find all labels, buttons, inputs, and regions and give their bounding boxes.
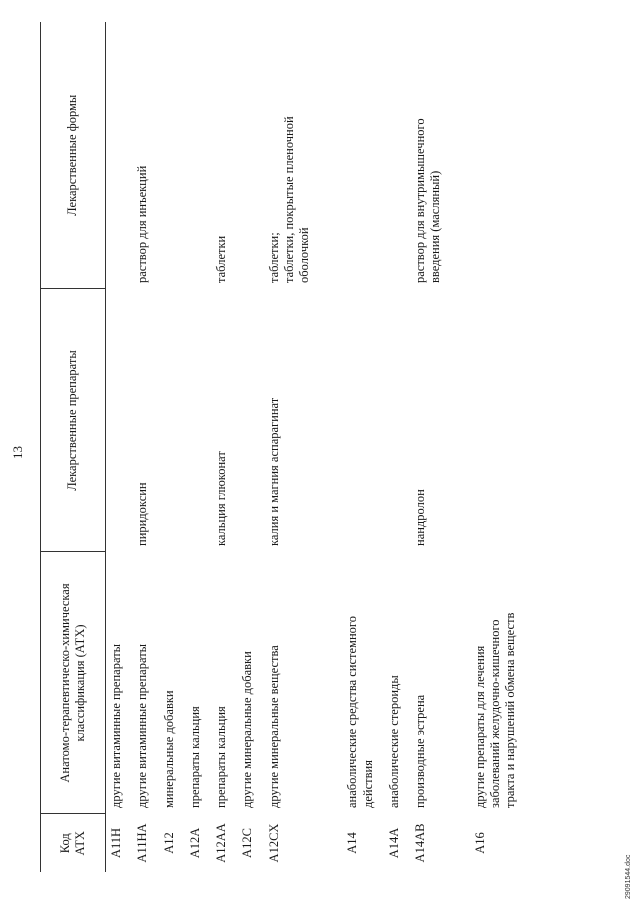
table-row [233, 22, 259, 872]
cell-line: другие витаминные препараты [135, 643, 150, 808]
cell-line: минеральные добавки [161, 690, 176, 808]
cell-line: кальция глюконат [214, 451, 228, 546]
cell-line: анаболические средства системного [345, 616, 360, 808]
header-code: Код АТХ [41, 814, 106, 872]
table-row [448, 22, 523, 872]
cell-line: препараты кальция [214, 706, 228, 808]
cell-code: A14AB [413, 823, 427, 863]
cell-drug [316, 289, 380, 552]
cell-code: A11H [109, 827, 123, 859]
cell-line: другие препараты для лечения [472, 645, 487, 808]
table-row [316, 22, 380, 872]
cell-code: A12AA [214, 823, 228, 863]
cell-drug [128, 289, 154, 552]
cell-forms [260, 22, 317, 289]
cell-code: A11HA [135, 823, 150, 863]
cell-forms [207, 22, 233, 289]
cell-code: A12C [240, 828, 255, 858]
cell-drug [155, 289, 181, 552]
table-row [260, 22, 317, 872]
cell-drug [448, 289, 523, 552]
cell-atc [406, 552, 448, 814]
cell-line: раствор для внутримышечного [413, 118, 427, 283]
cell-line: действия [360, 760, 375, 808]
cell-line: раствор для инъекций [135, 165, 150, 283]
cell-line: другие витаминные препараты [109, 643, 123, 808]
header-drugs: Лекарственные препараты [41, 289, 106, 552]
cell-line: производные эстрена [413, 694, 427, 808]
table-row [155, 22, 181, 872]
cell-atc [155, 552, 181, 814]
cell-drug [380, 289, 406, 552]
cell-line: таблетки [214, 235, 228, 283]
cell-line: нандролон [413, 489, 427, 546]
table-row [128, 22, 154, 872]
header-forms: Лекарственные формы [41, 22, 106, 289]
cell-line: введения (масляный) [428, 170, 443, 283]
atc-table [40, 22, 522, 872]
cell-forms [155, 22, 181, 289]
header-atc: Анатомо-терапевтическо-химическая классификация (АТХ) [41, 552, 106, 814]
cell-drug [207, 289, 233, 552]
cell-forms [233, 22, 259, 289]
cell-forms [181, 22, 207, 289]
cell-drug [233, 289, 259, 552]
cell-line: таблетки; [266, 232, 281, 283]
cell-line: таблетки, покрытые пленочной [281, 116, 296, 283]
cell-drug [181, 289, 207, 552]
cell-code: A12CX [266, 823, 281, 863]
page-number: 13 [10, 446, 25, 459]
cell-line: оболочкой [297, 227, 311, 283]
cell-atc [380, 552, 406, 814]
cell-drug [260, 289, 317, 552]
cell-forms [448, 22, 523, 289]
cell-line: препараты кальция [187, 706, 202, 808]
cell-atc [106, 552, 129, 814]
cell-forms [128, 22, 154, 289]
cell-atc [207, 552, 233, 814]
cell-forms [316, 22, 380, 289]
table-row [181, 22, 207, 872]
cell-atc [128, 552, 154, 814]
cell-code: A12 [161, 832, 176, 854]
cell-atc [233, 552, 259, 814]
cell-line: другие минеральные добавки [240, 651, 255, 808]
cell-forms [406, 22, 448, 289]
cell-line: другие минеральные вещества [266, 645, 281, 808]
cell-code: A14 [345, 832, 360, 854]
table-row [106, 22, 129, 872]
cell-drug [406, 289, 448, 552]
cell-forms [106, 22, 129, 289]
cell-forms [380, 22, 406, 289]
cell-atc [316, 552, 380, 814]
cell-atc [181, 552, 207, 814]
table-row [207, 22, 233, 872]
cell-drug [106, 289, 129, 552]
cell-code: A16 [472, 832, 487, 854]
cell-line: пиридоксин [135, 482, 150, 546]
table-header-row [41, 22, 106, 872]
cell-code: A14A [386, 827, 401, 859]
cell-line: анаболические стероиды [386, 675, 401, 808]
document-filename: 29091544.doc [625, 854, 632, 899]
table-row [406, 22, 448, 872]
cell-code: A12A [187, 827, 202, 859]
table-body [106, 22, 523, 872]
cell-line: заболеваний желудочно-кишечного [487, 619, 502, 808]
cell-line: калия и магния аспарагинат [266, 397, 281, 546]
table-row [380, 22, 406, 872]
cell-atc [260, 552, 317, 814]
cell-atc [448, 552, 523, 814]
cell-line: тракта и нарушений обмена веществ [503, 612, 517, 808]
